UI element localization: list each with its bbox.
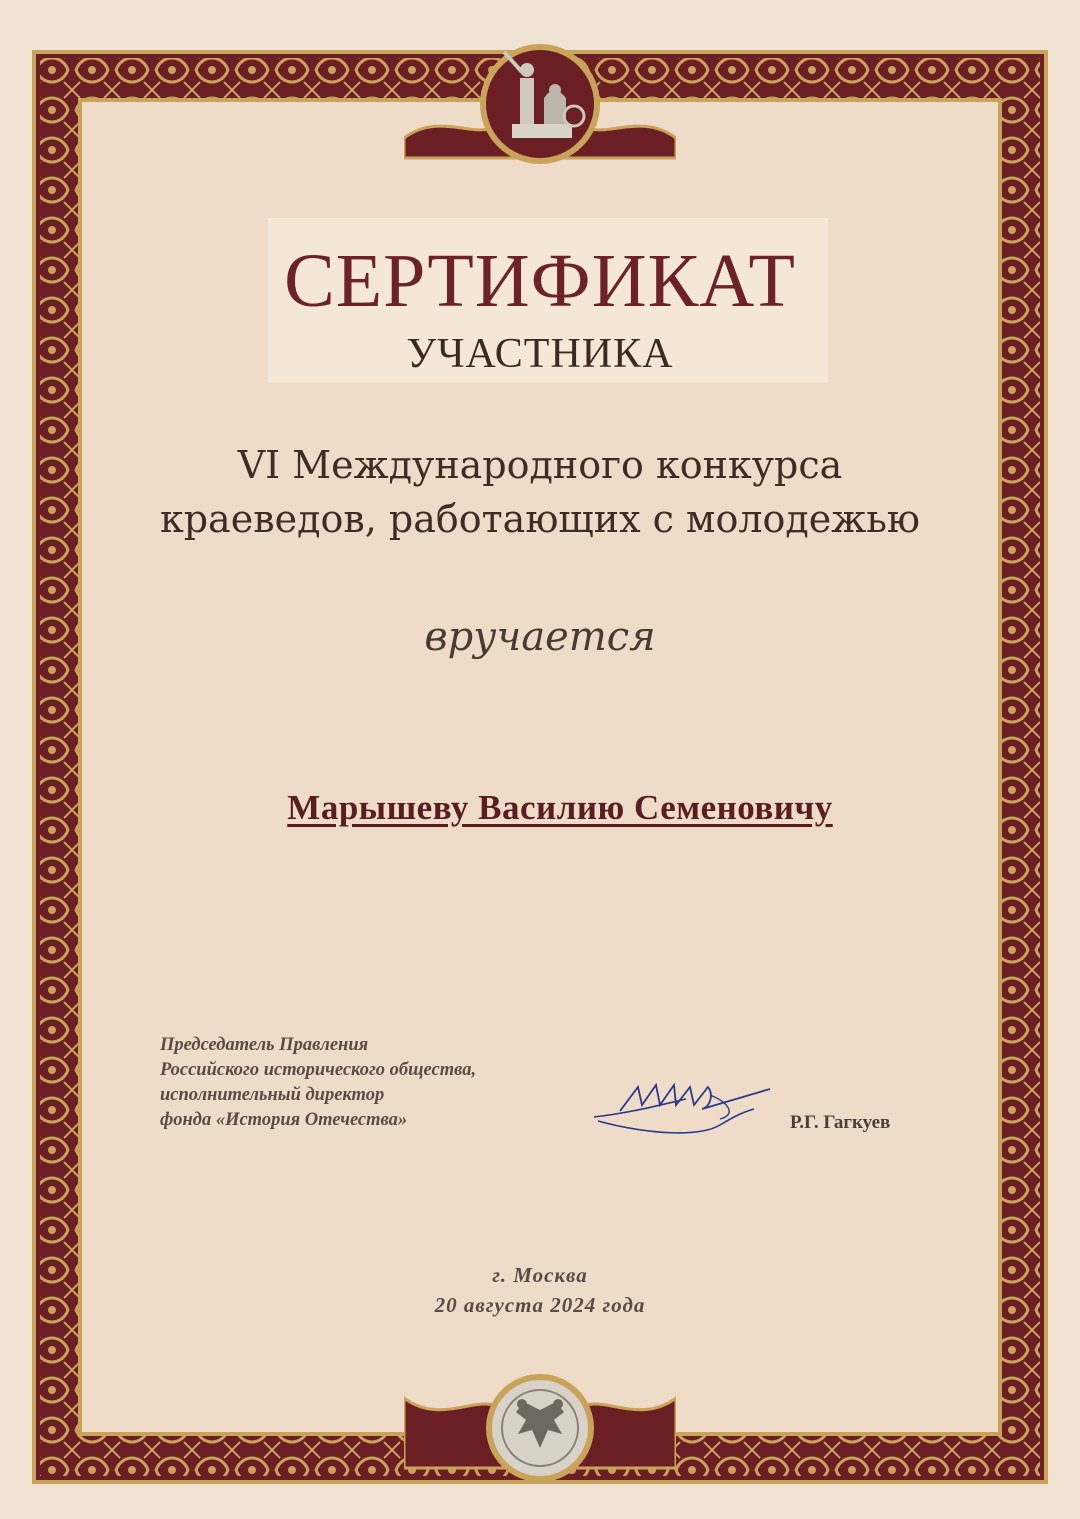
signer-position (160, 1033, 580, 1133)
place: г. Москва (492, 1263, 588, 1287)
recipient-name: Марышеву Василию Семеновичу (287, 788, 833, 827)
awarded-text: вручается (424, 614, 656, 660)
signer-position-line: фонда «История Отечества» (160, 1110, 408, 1130)
certificate-subtitle: УЧАСТНИКА (406, 331, 674, 377)
handwritten-signature (590, 1075, 790, 1145)
double-headed-eagle-seal-icon (404, 1368, 676, 1486)
monument-medallion-icon (404, 38, 676, 166)
contest-name (0, 438, 1080, 546)
signer-position-line: исполнительный директор (160, 1085, 385, 1105)
signer-position-line: Председатель Правления (160, 1035, 369, 1055)
date: 20 августа 2024 года (434, 1293, 646, 1317)
signer-name: Р.Г. Гагкуев (790, 1112, 891, 1133)
contest-line: VI Международного конкурса (237, 443, 843, 487)
signer-position-line: Российского исторического общества, (160, 1060, 477, 1080)
certificate-title: СЕРТИФИКАТ (284, 239, 796, 323)
contest-line: краеведов, работающих с молодежью (159, 497, 921, 541)
place-and-date (0, 1260, 1080, 1320)
